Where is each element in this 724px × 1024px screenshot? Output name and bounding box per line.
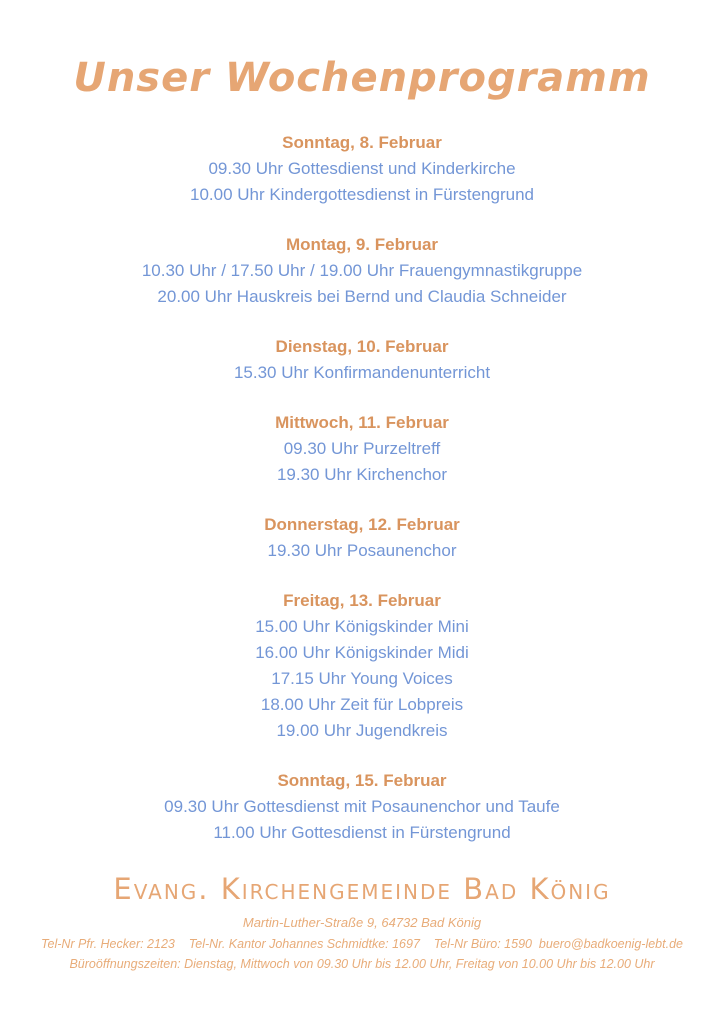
- event-line: 17.15 Uhr Young Voices: [271, 669, 453, 688]
- event-line: 16.00 Uhr Königskinder Midi: [255, 643, 469, 662]
- day-heading: Donnerstag, 12. Februar: [264, 515, 460, 534]
- event-line: 10.00 Uhr Kindergottesdienst in Fürstengrund: [190, 185, 534, 204]
- day-section: [0, 410, 724, 488]
- day-heading: Mittwoch, 11. Februar: [275, 413, 449, 432]
- program-list: [0, 130, 724, 846]
- event-line: 09.30 Uhr Gottesdienst mit Posaunenchor und Taufe: [164, 797, 560, 816]
- event-line: 10.30 Uhr / 17.50 Uhr / 19.00 Uhr Frauengymnastikgruppe: [141, 261, 583, 280]
- event-line: 19.30 Uhr Posaunenchor: [267, 541, 457, 560]
- day-heading: Dienstag, 10. Februar: [275, 337, 449, 356]
- event-line: 18.00 Uhr Zeit für Lobpreis: [260, 695, 464, 714]
- day-section: [0, 232, 724, 310]
- address-line: Martin-Luther-Straße 9, 64732 Bad König: [242, 915, 482, 930]
- event-line: 15.30 Uhr Konfirmandenunterricht: [233, 363, 491, 382]
- footer: [0, 870, 724, 974]
- day-section: [0, 588, 724, 744]
- event-line: 19.30 Uhr Kirchenchor: [276, 465, 448, 484]
- page-title: Unser Wochenprogramm: [73, 55, 651, 101]
- day-heading: Montag, 9. Februar: [285, 235, 439, 254]
- day-section: [0, 130, 724, 208]
- church-name: Evang. Kirchengemeinde Bad König: [113, 872, 611, 906]
- day-heading: Freitag, 13. Februar: [283, 591, 441, 610]
- event-line: 19.00 Uhr Jugendkreis: [276, 721, 448, 740]
- event-line: 09.30 Uhr Purzeltreff: [283, 439, 441, 458]
- event-line: 11.00 Uhr Gottesdienst in Fürstengrund: [213, 823, 511, 842]
- day-section: [0, 512, 724, 564]
- day-heading: Sonntag, 15. Februar: [277, 771, 447, 790]
- event-line: 15.00 Uhr Königskinder Mini: [255, 617, 469, 636]
- event-line: 09.30 Uhr Gottesdienst und Kinderkirche: [208, 159, 516, 178]
- day-heading: Sonntag, 8. Februar: [282, 133, 442, 152]
- contact-phone-email-line: Tel-Nr Pfr. Hecker: 2123 Tel-Nr. Kantor Johannes Schmidtke: 1697 Tel-Nr Büro: 1590 buero@badkoenig-lebt.de: [41, 937, 683, 951]
- event-line: 20.00 Uhr Hauskreis bei Bernd und Claudia Schneider: [157, 287, 567, 306]
- day-section: [0, 334, 724, 386]
- office-hours-line: Büroöffnungszeiten: Dienstag, Mittwoch von 09.30 Uhr bis 12.00 Uhr, Freitag von 10.00 Uhr bis 12.00 Uhr: [69, 957, 655, 971]
- day-section: [0, 768, 724, 846]
